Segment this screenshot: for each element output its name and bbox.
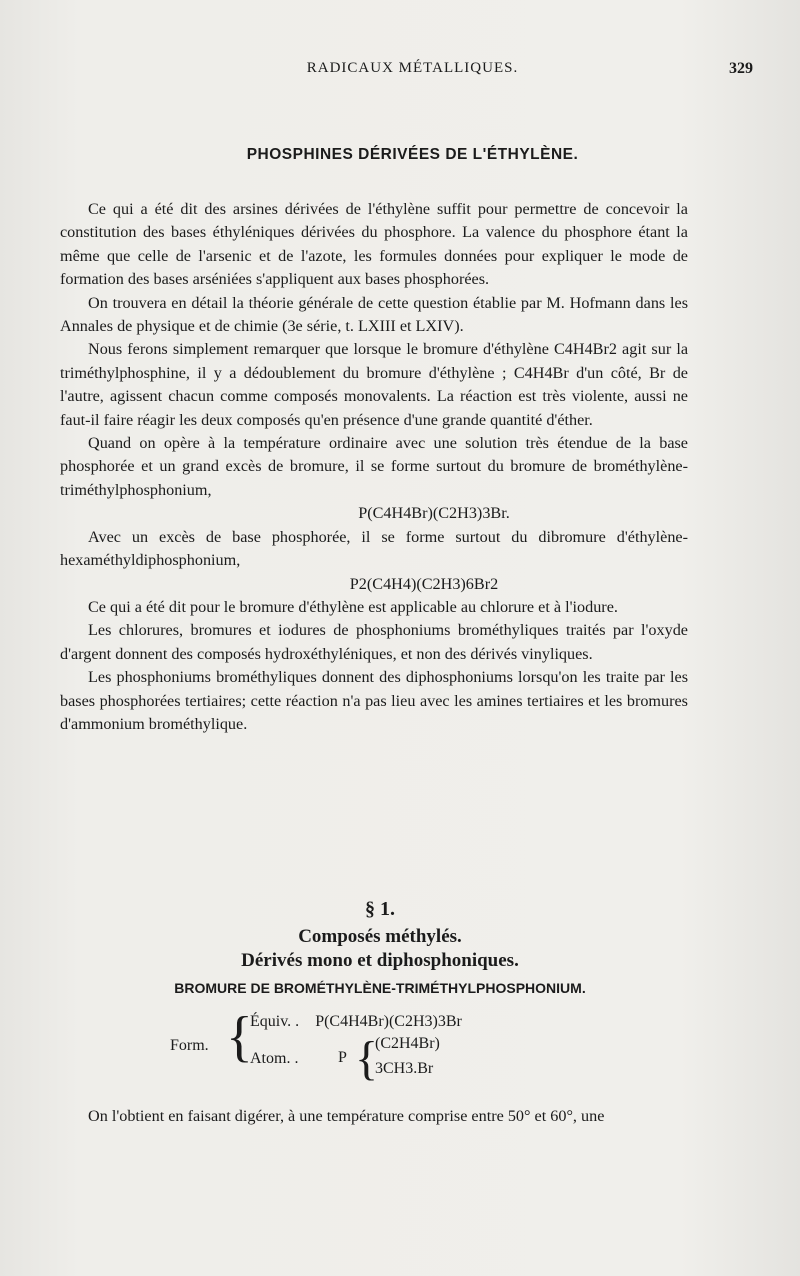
final-line: On l'obtient en faisant digérer, à une température comprise entre 50° et 60°, une [88, 1107, 605, 1125]
paragraph-4: Quand on opère à la température ordinaire avec une solution très étendue de la base phosphorée et un grand excès de bromure, il se forme surtout du bromure de brométhylène-triméthylphosphonium, [60, 434, 688, 499]
atom-label: Atom. . [250, 1050, 299, 1067]
paragraph-2: On trouvera en détail la théorie générale de cette question établie par M. Hofmann dans les Annales de physique et de chimie (3e série, t. LXIII et LXIV). [60, 293, 688, 336]
page-number: 329 [729, 60, 753, 77]
atom-line-1: (C2H4Br) [375, 1035, 440, 1052]
equiv-row [250, 1013, 462, 1031]
paragraph-8: Les phosphoniums brométhyliques donnent des diphosphoniums lorsqu'on les traite par les bases phosphorées tertiaires; cette réaction n'a pas lieu avec les amines tertiaires et les bromures d'ammonium brométhylique. [60, 668, 688, 733]
equiv-formula: P(C4H4Br)(C2H3)3Br [315, 1013, 462, 1030]
composes-title-1: Composés méthylés. [298, 926, 462, 947]
body-text [60, 198, 688, 736]
section-title: PHOSPHINES DÉRIVÉES DE L'ÉTHYLÈNE. [246, 146, 579, 163]
atom-line-2: 3CH3.Br [375, 1060, 434, 1077]
paragraph-5: Avec un excès de base phosphorée, il se forme surtout du dibromure d'éthylène-hexaméthyldiphosphonium, [60, 527, 688, 570]
paragraph-3: Nous ferons simplement remarquer que lorsque le bromure d'éthylène C4H4Br2 agit sur la triméthylphosphine, il y a dédoublement du bromure d'éthylène ; C4H4Br d'un côté, Br de l'autre, agissent chacun comme composés monovalents. La réaction est très violente, aussi ne faut-il faire réagir les deux composés qu'en présence d'une grande quantité d'éther. [60, 340, 688, 429]
inner-brace: { [355, 1032, 379, 1085]
formula-1: P(C4H4Br)(C2H3)3Br. [358, 504, 510, 523]
equiv-label: Équiv. . [250, 1013, 300, 1030]
compound-heading: BROMURE DE BROMÉTHYLÈNE-TRIMÉTHYLPHOSPHONIUM. [174, 980, 586, 996]
paragraph-7: Les chlorures, bromures et iodures de phosphoniums brométhyliques traités par l'oxyde d'argent donnent des composés hydroxéthyléniques, et non des dérivés vinyliques. [60, 621, 688, 663]
paragraph-6: Ce qui a été dit pour le bromure d'éthylène est applicable au chlorure et à l'iodure. [88, 597, 618, 616]
composes-heading [60, 925, 700, 973]
formula-label: Form. [170, 1037, 209, 1054]
running-title: RADICAUX MÉTALLIQUES. [306, 60, 519, 76]
composes-title-2: Dérivés mono et diphosphoniques. [241, 950, 519, 971]
section-mark: § 1. [365, 898, 395, 920]
atom-p: P [338, 1049, 347, 1066]
page-header [60, 60, 765, 84]
formula-block [170, 1005, 690, 1105]
formula-2: P2(C4H4)(C2H3)6Br2 [349, 574, 499, 593]
paragraph-1: Ce qui a été dit des arsines dérivées de l'éthylène suffit pour permettre de concevoir la constitution des bases éthyléniques dérivées du phosphore. La valence du phosphore étant la même que celle de l'arsenic et de l'azote, les formules données pour expliquer le mode de formation des bases arséniées s'appliquent aux bases phosphorées. [60, 200, 688, 289]
left-brace: { [226, 1006, 253, 1068]
